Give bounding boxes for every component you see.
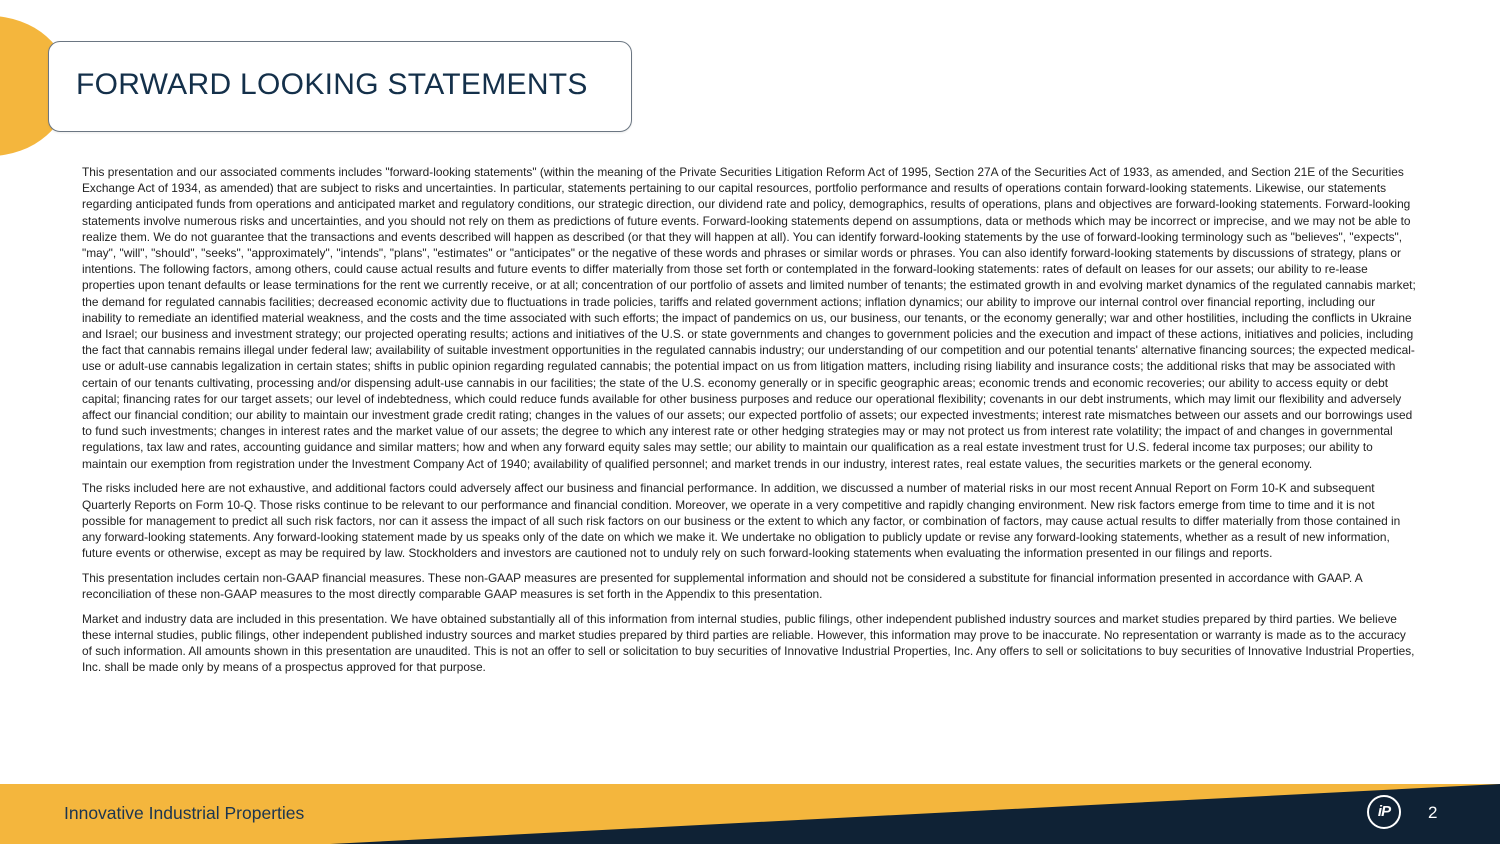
paragraph-market-data: Market and industry data are included in this presentation. We have obtained substantially all of this information from internal studies, public filings, other independent published industry sources and market studies prepared by third parties. We believe these internal studies, public filings, other independent published industry sources and market studies prepared by third parties are reliable. However, this information may prove to be inaccurate. No representation or warranty is made as to the accuracy of such information. All amounts shown in this presentation are unaudited. This is not an offer to sell or solicitation to buy securities of Innovative Industrial Properties, Inc. Any offers to sell or solicitations to buy securities of Innovative Industrial Properties, Inc. shall be made only by means of a prospectus approved for that purpose. <box>82 611 1415 675</box>
company-name: Innovative Industrial Properties <box>64 803 305 823</box>
paragraph-risks: The risks included here are not exhaustive, and additional factors could adversely affect our business and financial performance. In addition, we discussed a number of material risks in our most recent Annual Report on Form 10-K and subsequent Quarterly Reports on Form 10-Q. Those risks continue to be relevant to our performance and financial condition. Moreover, we operate in a very competitive and rapidly changing environment. New risk factors emerge from time to time and it is not possible for management to predict all such risk factors, nor can it assess the impact of all such risk factors on our business or the extent to which any factor, or combination of factors, may cause actual results to differ materially from those contained in any forward-looking statements. Any forward-looking statement made by us speaks only of the date on which we make it. We undertake no obligation to publicly update or revise any forward-looking statements, whether as a result of new information, future events or otherwise, except as may be required by law. Stockholders and investors are cautioned not to unduly rely on such forward-looking statements when evaluating the information presented in our filings and reports. <box>82 481 1401 561</box>
paragraph-forward-looking: This presentation and our associated comments includes "forward-looking statements" (within the meaning of the Private Securities Litigation Reform Act of 1995, Section 27A of the Securities Act of 1933, as amended, and Section 21E of the Securities Exchange Act of 1934, as amended) that are subject to risks and uncertainties. In particular, statements pertaining to our capital resources, portfolio performance and results of operations contain forward-looking statements. Likewise, our statements regarding anticipated funds from operations and anticipated market and regulatory conditions, our strategic direction, our dividend rate and policy, demographics, results of operations, plans and objectives are forward-looking statements. Forward-looking statements involve numerous risks and uncertainties, and you should not rely on them as predictions of future events. Forward-looking statements depend on assumptions, data or methods which may be incorrect or imprecise, and we may not be able to realize them. We do not guarantee that the transactions and events described will happen as described (or that they will happen at all). You can identify forward-looking statements by the use of forward-looking terminology such as "believes", "expects", "may", "will", "should", "seeks", "approximately", "intends", "plans", "estimates" or "anticipates" or the negative of these words and phrases or similar words or phrases. You can also identify forward-looking statements by discussions of strategy, plans or intentions. The following factors, among others, could cause actual results and future events to differ materially from those set forth or contemplated in the forward-looking statements: rates of default on leases for our assets; our ability to re-lease properties upon tenant defaults or lease terminations for the rent we currently receive, or at all; concentration of our portfolio of assets and limited number of tenants; the estimated growth in and evolving market dynamics of the regulated cannabis market; the demand for regulated cannabis facilities; decreased economic activity due to fluctuations in trade policies, tariffs and related government actions; inflation dynamics; our ability to improve our internal control over financial reporting, including our inability to remediate an identified material weakness, and the costs and the time associated with such efforts; the impact of pandemics on us, our business, our tenants, or the economy generally; war and other hostilities, including the conflicts in Ukraine and Israel; our business and investment strategy; our projected operating results; actions and initiatives of the U.S. or state governments and changes to government policies and the execution and impact of these actions, initiatives and policies, including the fact that cannabis remains illegal under federal law; availability of suitable investment opportunities in the regulated cannabis industry; our understanding of our competition and our potential tenants' alternative financing sources; the expected medical-use or adult-use cannabis legalization in certain states; shifts in public opinion regarding regulated cannabis; the potential impact on us from litigation matters, including rising liability and insurance costs; the additional risks that may be associated with certain of our tenants cultivating, processing and/or dispensing adult-use cannabis in our facilities; the state of the U.S. economy generally or in specific geographic areas; economic trends and economic recoveries; our ability to access equity or debt capital; financing rates for our target assets; our level of indebtedness, which could reduce funds available for other business purposes and reduce our operational flexibility; covenants in our debt instruments, which may limit our flexibility and adversely affect our financial condition; our ability to maintain our investment grade credit rating; changes in the values of our assets; our expected portfolio of assets; our expected investments; interest rate mismatches between our assets and our borrowings used to fund such investments; changes in interest rates and the market value of our assets; the degree to which any interest rate or other hedging strategies may or may not protect us from interest rate volatility; the impact of and changes in governmental regulations, tax law and rates, accounting guidance and similar matters; how and when any forward equity sales may settle; our ability to maintain our qualification as a real estate investment trust for U.S. federal income tax purposes; our ability to maintain our exemption from registration under the Investment Company Act of 1940; availability of qualified personnel; and market trends in our industry, interest rates, real estate values, the securities markets or the general economy. <box>82 165 1416 471</box>
body-text <box>82 164 1418 684</box>
page-title: FORWARD LOOKING STATEMENTS <box>76 68 588 101</box>
iip-logo-icon: iP <box>1367 795 1401 829</box>
paragraph-non-gaap: This presentation includes certain non-GAAP financial measures. These non-GAAP measures are presented for supplemental information and should not be considered a substitute for financial information presented in accordance with GAAP. A reconciliation of these non-GAAP measures to the most directly comparable GAAP measures is set forth in the Appendix to this presentation. <box>82 570 1363 602</box>
page-number: 2 <box>1428 803 1438 822</box>
